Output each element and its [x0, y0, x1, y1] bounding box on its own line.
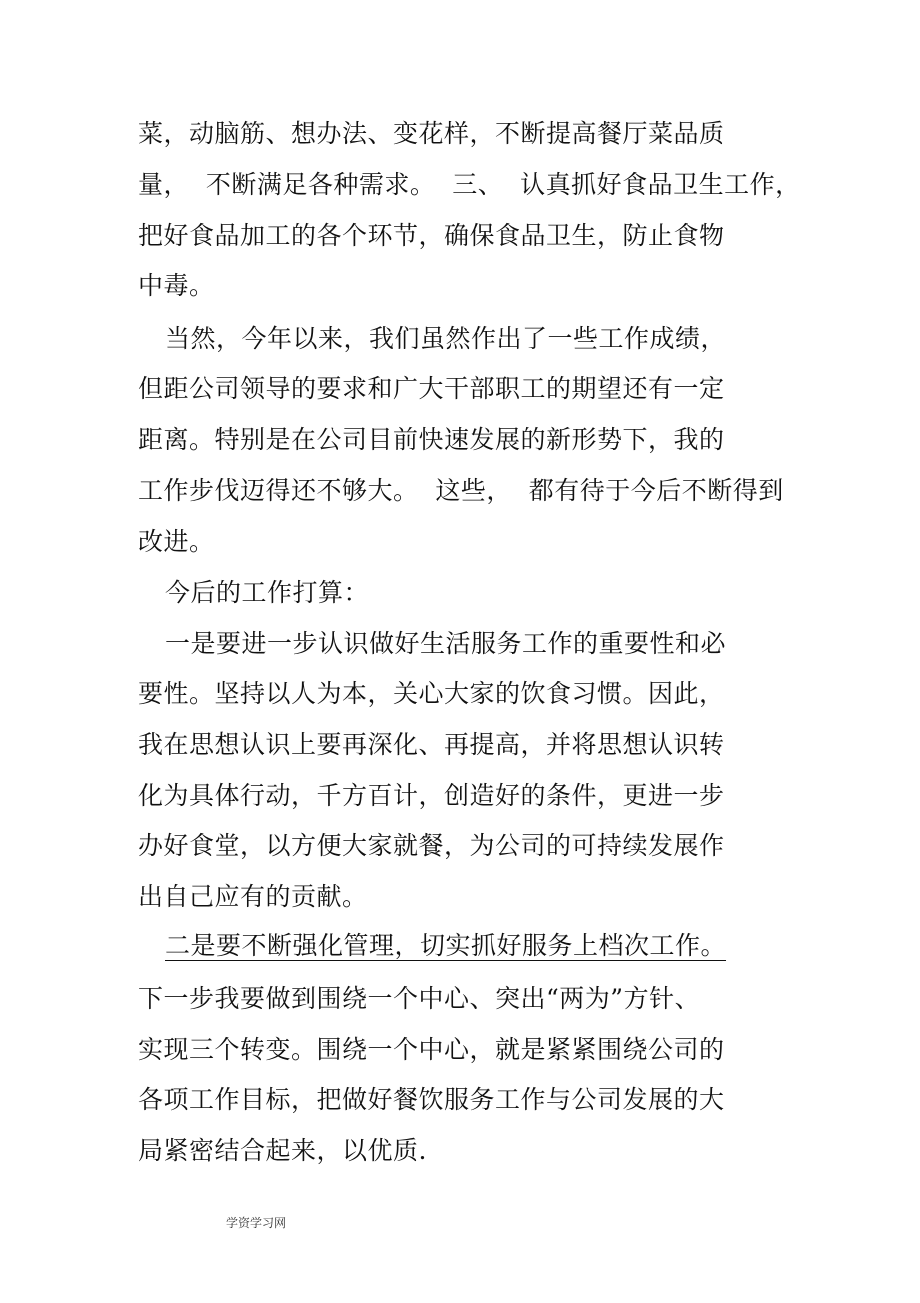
text-line: 下一步我要做到围绕一个中心、突出“两为”方针、 [138, 984, 701, 1013]
text-line: 办好食堂，以方便大家就餐，为公司的可持续发展作 [138, 831, 725, 860]
paragraph-start-line: 一是要进一步认识做好生活服务工作的重要性和必 [165, 629, 727, 658]
text-line: 把好食品加工的各个环节，确保食品卫生，防止食物 [138, 221, 725, 250]
text-line: 各项工作目标，把做好餐饮服务工作与公司发展的大 [138, 1085, 725, 1114]
text-line: 量， 不断满足各种需求。 三、 认真抓好食品卫生工作， [138, 170, 801, 199]
section-heading: 今后的工作打算： [165, 578, 370, 607]
paragraph-start-line: 当然，今年以来，我们虽然作出了一些工作成绩， [165, 324, 727, 353]
page-footer: 学资学习网 [226, 1216, 287, 1230]
text-line: 化为具体行动，千方百计，创造好的条件，更进一步 [138, 781, 725, 810]
text-line: 改进。 [138, 527, 215, 556]
text-line: 实现三个转变。围绕一个中心，就是紧紧围绕公司的 [138, 1035, 725, 1064]
text-line: 但距公司领导的要求和广大干部职工的期望还有一定 [138, 374, 725, 403]
text-line: 局紧密结合起来，以优质. [138, 1136, 427, 1165]
text-line: 要性。坚持以人为本，关心大家的饮食习惯。因此， [138, 679, 725, 708]
text-line: 菜，动脑筋、想办法、变花样，不断提高餐厅菜品质 [138, 119, 725, 148]
underlined-line: 二是要不断强化管理，切实抓好服务上档次工作。 [165, 931, 727, 960]
text-line: 我在思想认识上要再深化、再提高，并将思想认识转 [138, 730, 725, 759]
text-line: 出自己应有的贡献。 [138, 882, 368, 911]
text-line: 工作步伐迈得还不够大。 这些， 都有待于今后不断得到 [138, 476, 784, 505]
text-line: 距离。特别是在公司目前快速发展的新形势下，我的 [138, 425, 725, 454]
text-line: 中毒。 [138, 271, 215, 300]
